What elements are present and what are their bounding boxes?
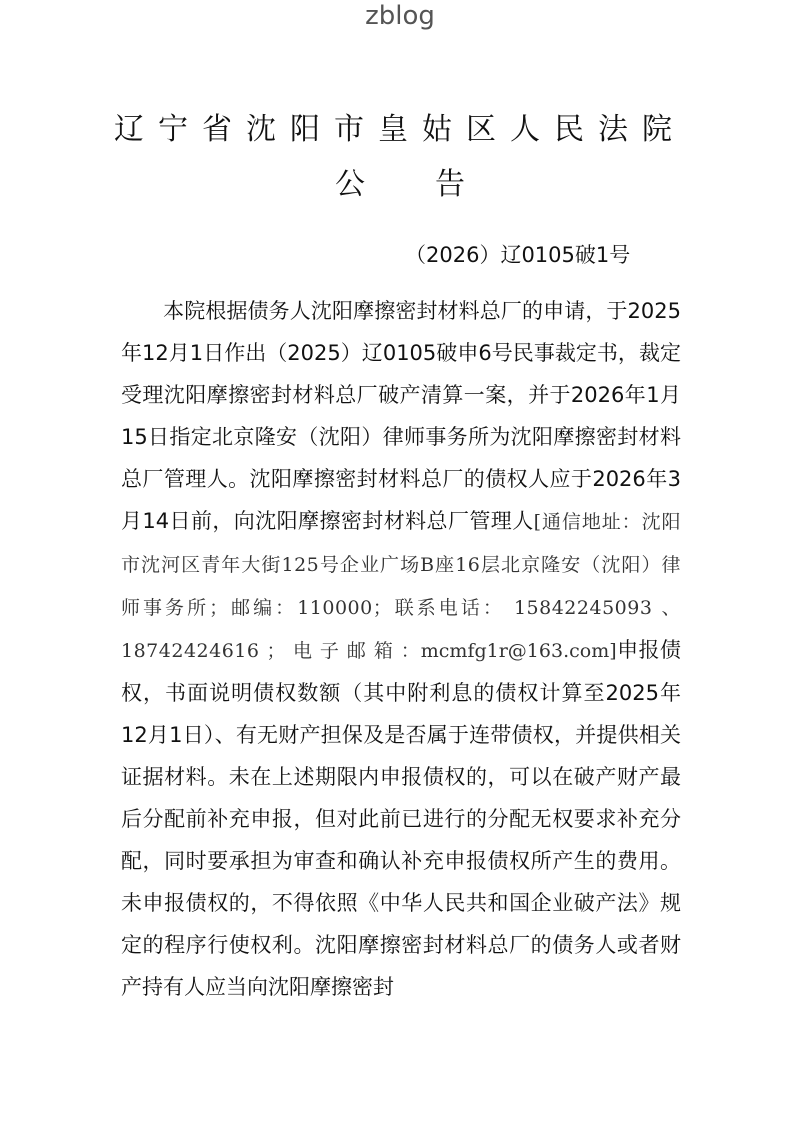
contact-email: mcmfg1r@163.com] xyxy=(420,640,617,662)
notice-title-char-2: 告 xyxy=(435,167,465,202)
notice-body xyxy=(121,290,681,1008)
watermark: zblog xyxy=(365,1,435,31)
notice-title-char-1: 公 xyxy=(335,167,365,202)
body-part-2: 申报债权，书面说明债权数额（其中附利息的债权计算至2025年12月1日）、有无财产担保及是否属于连带债权，并提供相关证据材料。未在上述期限内申报债权的，可以在破产财产最后分配前补充申报，但对此前已进行的分配无权要求补充分配，同时要承担为审查和确认补充申报债权所产生的费用。未申报债权的，不得依照《中华人民共和国企业破产法》规定的程序行使权利。沈阳摩擦密封材料总厂的债务人或者财产持有人应当向沈阳摩擦密封 xyxy=(121,638,682,999)
court-name-heading: 辽宁省沈阳市皇姑区人民法院 xyxy=(114,112,686,147)
contact-info: [通信地址：沈阳市沈河区青年大街125号企业广场B座16层北京隆安（沈阳）律师事务所；邮编：110000；联系电话： 15842245093 、 18742424616 ； 电 子 邮 箱 ： xyxy=(121,511,681,662)
case-number: （2026）辽0105破1号 xyxy=(405,243,631,267)
body-part-1: 本院根据债务人沈阳摩擦密封材料总厂的申请，于2025年12月1日作出（2025）辽0105破申6号民事裁定书，裁定受理沈阳摩擦密封材料总厂破产清算一案，并于2026年1月15日指定北京隆安（沈阳）律师事务所为沈阳摩擦密封材料总厂管理人。沈阳摩擦密封材料总厂的债权人应于2026年3月14日前，向沈阳摩擦密封材料总厂管理人 xyxy=(121,299,681,533)
notice-title xyxy=(0,165,800,205)
